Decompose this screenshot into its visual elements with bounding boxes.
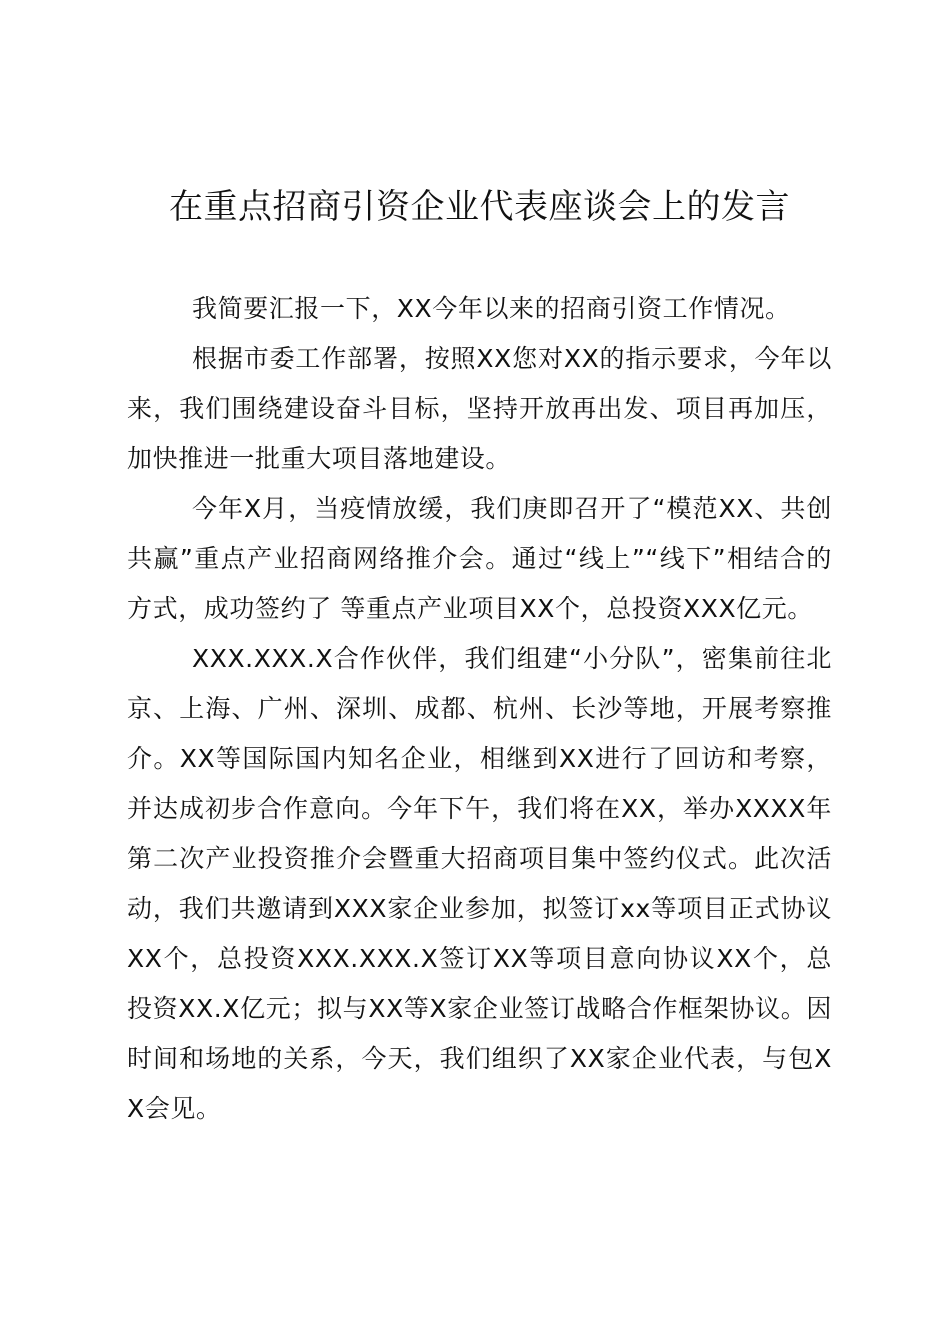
paragraph-1: 我简要汇报一下，XX今年以来的招商引资工作情况。 — [192, 294, 791, 323]
paragraph-2: 根据市委工作部署，按照XX您对XX的指示要求，今年以来，我们围绕建设奋斗目标，坚持开放再出发、项目再加压，加快推进一批重大项目落地建设。 — [127, 344, 832, 473]
paragraph-4: XXX.XXX.X合作伙伴，我们组建“小分队”，密集前往北京、上海、广州、深圳、成都、杭州、长沙等地，开展考察推介。XX等国际国内知名企业，相继到XX进行了回访和考察，并达成初步合作意向。今年下午，我们将在XX，举办XXXX年第二次产业投资推介会暨重大招商项目集中签约仪式。此次活动，我们共邀请到XXX家企业参加，拟签订xx等项目正式协议XX个，总投资XXX.XXX.X签订XX等项目意向协议XX个，总投资XX.X亿元；拟与XX等X家企业签订战略合作框架协议。因时间和场地的关系，今天，我们组织了XX家企业代表，与包XX会见。 — [127, 644, 832, 1123]
document-body — [127, 284, 832, 1134]
paragraph-3: 今年X月，当疫情放缓，我们庚即召开了“模范XX、共创共赢”重点产业招商网络推介会。通过“线上”“线下”相结合的方式，成功签约了 等重点产业项目XX个，总投资XXX亿元。 — [127, 494, 832, 623]
document-title: 在重点招商引资企业代表座谈会上的发言 — [169, 187, 790, 227]
